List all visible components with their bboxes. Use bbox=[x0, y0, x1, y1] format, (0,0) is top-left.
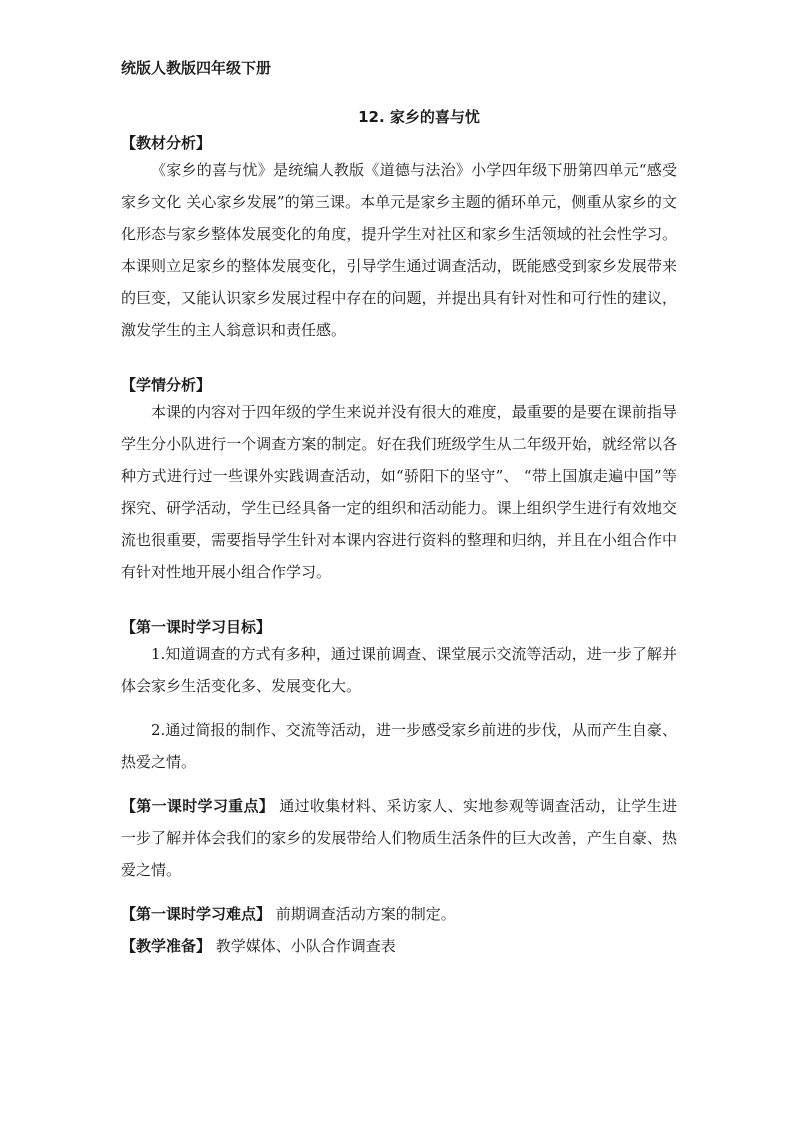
section-heading-preparation: 【教学准备】 bbox=[121, 937, 212, 955]
paragraph-preparation: 教学媒体、小队合作调查表 bbox=[215, 937, 396, 955]
paragraph-key-points: 通过收集材料、采访家人、实地参观等调查活动，让学生进一步了解并体会我们的家乡的发展带给人们物质生活条件的巨大改善，产生自豪、热爱之情。 bbox=[121, 797, 677, 879]
spacer bbox=[121, 588, 677, 616]
key-points-block bbox=[121, 790, 677, 886]
section-heading-goals: 【第一课时学习目标】 bbox=[121, 618, 272, 636]
spacer bbox=[121, 886, 677, 898]
paragraph-textbook: 《家乡的喜与忧》是统编人教版《道德与法治》小学四年级下册第四单元“感受家乡文化 关心家乡发展”的第三课。本单元是家乡主题的循环单元，侧重从家乡的文化形态与家乡整体发展变化的角度，提升学生对社区和家乡生活领域的社会性学习。本课则立足家乡的整体发展变化，引导学生通过调查活动，既能感受到家乡发展带来的巨变，又能认识家乡发展过程中存在的问题，并提出具有针对性和可行性的建议，激发学生的主人翁意识和责任感。 bbox=[121, 161, 677, 339]
paragraph-difficulties: 前期调查活动方案的制定。 bbox=[275, 905, 456, 923]
section-heading-key-points: 【第一课时学习重点】 bbox=[121, 797, 275, 815]
section-heading-students: 【学情分析】 bbox=[121, 376, 212, 394]
goal-item-2: 2.通过简报的制作、交流等活动，进一步感受家乡前进的步伐，从而产生自豪、热爱之情。 bbox=[121, 721, 677, 771]
paragraph-students: 本课的内容对于四年级的学生来说并没有很大的难度，最重要的是要在课前指导学生分小队进行一个调查方案的制定。好在我们班级学生从二年级开始，就经常以各种方式进行过一些课外实践调查活动，如“骄阳下的坚守”、 “带上国旗走遍中国”等探究、研学活动，学生已经具备一定的组织和活动能力。课上组织学生进行有效地交流也很重要，需要指导学生针对本课内容进行资料的整理和归纳，并且在小组合作中有针对性地开展小组合作学习。 bbox=[121, 403, 677, 581]
section-heading-textbook: 【教材分析】 bbox=[121, 134, 212, 152]
spacer bbox=[121, 702, 677, 714]
document-page bbox=[121, 58, 677, 962]
spacer bbox=[121, 778, 677, 790]
spacer bbox=[121, 346, 677, 374]
lesson-title: 12. 家乡的喜与忧 bbox=[358, 108, 480, 126]
preparation-block bbox=[121, 930, 677, 962]
header-label: 统版人教版四年级下册 bbox=[121, 59, 272, 77]
section-heading-difficulties: 【第一课时学习难点】 bbox=[121, 905, 272, 923]
difficulties-block bbox=[121, 898, 677, 930]
goal-item-1: 1.知道调查的方式有多种，通过课前调查、课堂展示交流等活动，进一步了解并体会家乡生活变化多、发展变化大。 bbox=[121, 645, 677, 695]
